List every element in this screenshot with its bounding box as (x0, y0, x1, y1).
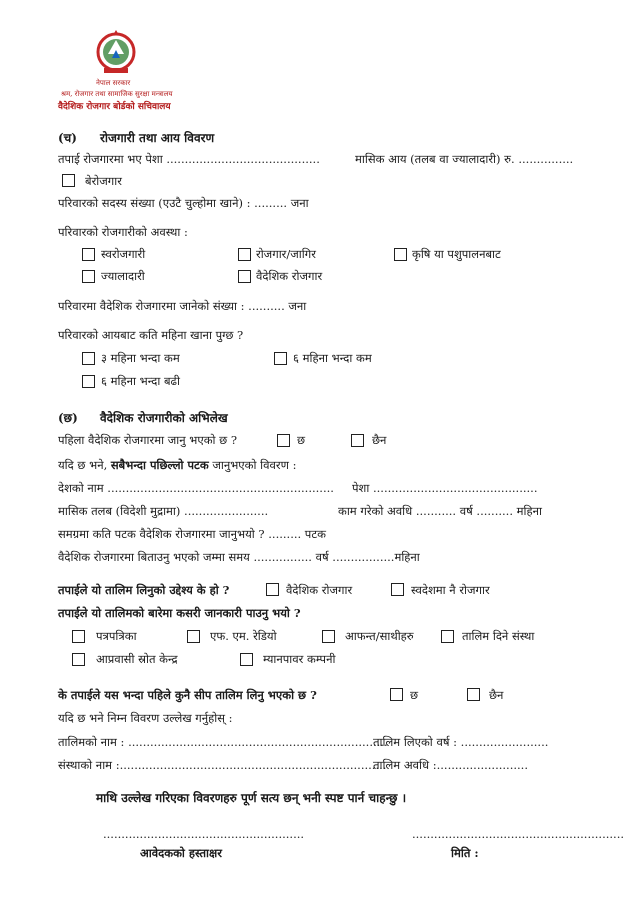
source-fm-label: एफ. एम. रेडियो (210, 629, 277, 643)
purpose-foreign-checkbox[interactable] (266, 583, 279, 596)
signature-line[interactable]: ....................................................... (103, 827, 305, 841)
wage-label: ज्यालादारी (101, 269, 145, 283)
source-friends-label: आफन्त/साथीहरु (345, 629, 414, 643)
source-migrant-checkbox[interactable] (72, 653, 85, 666)
agriculture-label: कृषि या पशुपालनबाट (412, 247, 501, 261)
months-6-checkbox[interactable] (274, 352, 287, 365)
total-times-field[interactable]: समग्रमा कति पटक वैदेशिक रोजगारमा जानुभयो ? ......... पटक (58, 527, 326, 541)
previous-training-yes-label: छ (410, 688, 419, 702)
purpose-foreign-label: वैदेशिक रोजगार (286, 583, 353, 597)
declaration-text: माथि उल्लेख गरिएका विवरणहरु पूर्ण सत्य छन् भनी स्पष्ट पार्न चाहन्छु । (96, 791, 407, 805)
occupation-field[interactable]: तपाई रोजगारमा भए पेशा .......................................... (58, 152, 320, 166)
if-yes-line (58, 458, 296, 473)
family-size-field[interactable]: परिवारको सदस्य संख्या (एउटै चुल्होमा खाने) : ......... जना (58, 196, 309, 210)
job-label: रोजगार/जागिर (256, 247, 316, 261)
training-source-question: तपाईले यो तालिमको बारेमा कसरी जानकारी पाउनु भयो ? (58, 606, 301, 620)
if-yes-suffix: जानुभएको विवरण : (212, 458, 297, 472)
section-chh-label: (छ) (58, 411, 78, 425)
source-newspaper-label: पत्रपत्रिका (96, 629, 137, 643)
wage-checkbox[interactable] (82, 270, 95, 283)
period-field[interactable]: काम गरेको अवधि ........... वर्ष .......... महिना (338, 504, 542, 518)
first-foreign-yes-label: छ (297, 433, 306, 447)
section-chh-title: वैदेशिक रोजगारीको अभिलेख (100, 411, 228, 425)
org-name-1: नेपाल सरकार (96, 79, 131, 87)
first-foreign-yes-checkbox[interactable] (277, 434, 290, 447)
foreign-count-field[interactable]: परिवारमा वैदेशिक रोजगारमा जानेको संख्या : .......... जना (58, 299, 307, 313)
months-question: परिवारको आयबाट कति महिना खाना पुग्छ ? (58, 328, 244, 342)
salary-field[interactable]: मासिक तलब (विदेशी मुद्रामा) ....................... (58, 504, 269, 518)
months-3-label: ३ महिना भन्दा कम (101, 351, 180, 365)
previous-training-no-checkbox[interactable] (467, 688, 480, 701)
purpose-local-label: स्वदेशमा नै रोजगार (411, 583, 490, 597)
job-checkbox[interactable] (238, 248, 251, 261)
months-6plus-checkbox[interactable] (82, 375, 95, 388)
source-manpower-label: म्यानपावर कम्पनी (263, 652, 336, 666)
first-foreign-no-checkbox[interactable] (351, 434, 364, 447)
source-migrant-label: आप्रवासी स्रोत केन्द्र (96, 652, 178, 666)
previous-training-question: के तपाईले यस भन्दा पहिले कुनै सीप तालिम लिनु भएको छ ? (58, 688, 317, 702)
profession-field[interactable]: पेशा ............................................. (352, 481, 538, 495)
foreign-employment-label: वैदेशिक रोजगार (256, 269, 323, 283)
previous-training-no-label: छैन (489, 688, 504, 702)
employment-status-label: परिवारको रोजगारीको अवस्था : (58, 225, 188, 239)
source-manpower-checkbox[interactable] (240, 653, 253, 666)
date-label: मिति : (451, 846, 479, 860)
org-name-2: श्रम, रोजगार तथा सामाजिक सुरक्षा मन्त्रालय (61, 90, 173, 98)
government-emblem-logo (86, 28, 146, 78)
source-institute-label: तालिम दिने संस्था (462, 629, 535, 643)
first-foreign-no-label: छैन (372, 433, 387, 447)
if-yes-prefix: यदि छ भने, (58, 458, 108, 472)
total-time-field[interactable]: वैदेशिक रोजगारमा बिताउनु भएको जम्मा समय ................ वर्ष .................महिना (58, 550, 420, 564)
institute-name-field[interactable]: संस्थाको नाम :......................................................................... (58, 758, 387, 772)
date-line[interactable]: .......................................................... (412, 827, 625, 841)
self-employed-label: स्वरोजगारी (101, 247, 146, 261)
training-name-field[interactable]: तालिमको नाम : ....................................................................... (58, 735, 388, 749)
section-ch-label: (च) (58, 131, 77, 145)
training-purpose-question: तपाईले यो तालिम लिनुको उद्देश्य के हो ? (58, 583, 230, 597)
if-yes-bold: सबैभन्दा पछिल्लो पटक (110, 458, 209, 472)
unemployed-checkbox[interactable] (62, 174, 75, 187)
details-intro: यदि छ भने निम्न विवरण उल्लेख गर्नुहोस् : (58, 711, 233, 725)
months-3-checkbox[interactable] (82, 352, 95, 365)
first-foreign-question: पहिला वैदेशिक रोजगारमा जानु भएको छ ? (58, 433, 238, 447)
previous-training-yes-checkbox[interactable] (390, 688, 403, 701)
agriculture-checkbox[interactable] (394, 248, 407, 261)
foreign-employment-checkbox[interactable] (238, 270, 251, 283)
months-6-label: ६ महिना भन्दा कम (293, 351, 372, 365)
source-newspaper-checkbox[interactable] (72, 630, 85, 643)
signature-label: आवेदकको हस्ताक्षर (140, 846, 222, 860)
income-field[interactable]: मासिक आय (तलब वा ज्यालादारी) रु. ............... (355, 152, 574, 166)
unemployed-label: बेरोजगार (85, 174, 122, 188)
purpose-local-checkbox[interactable] (391, 583, 404, 596)
country-field[interactable]: देशको नाम .............................................................. (58, 481, 334, 495)
training-year-field[interactable]: तालिम लिएको वर्ष : ........................ (373, 735, 549, 749)
source-fm-checkbox[interactable] (187, 630, 200, 643)
self-employed-checkbox[interactable] (82, 248, 95, 261)
source-institute-checkbox[interactable] (441, 630, 454, 643)
months-6plus-label: ६ महिना भन्दा बढी (101, 374, 181, 388)
training-duration-field[interactable]: तालिम अवधि :......................... (373, 758, 528, 772)
source-friends-checkbox[interactable] (322, 630, 335, 643)
org-name-3: वैदेशिक रोजगार बोर्डको सचिवालय (58, 102, 171, 112)
section-ch-title: रोजगारी तथा आय विवरण (100, 131, 215, 145)
